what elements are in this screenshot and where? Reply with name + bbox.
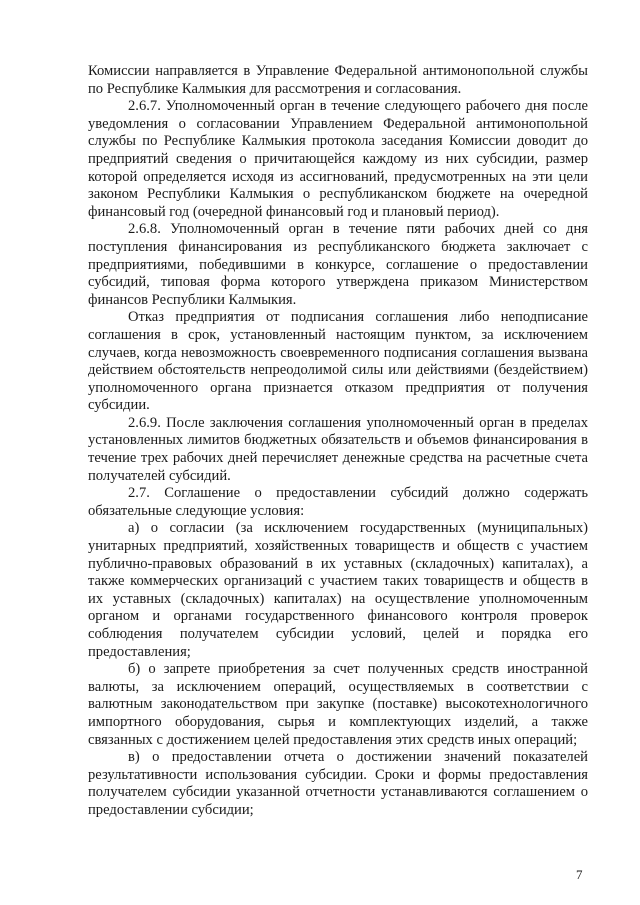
paragraph: Комиссии направляется в Управление Федеральной антимонопольной службы по Республике Калмыкия для рассмотрения и согласования.	[88, 63, 588, 97]
paragraph: 2.6.9. После заключения соглашения уполномоченный орган в пределах установленных лимитов бюджетных обязательств и объемов финансирования в течение трех рабочих дней перечисляет денежные средства на расчетные счета получателей субсидий.	[88, 414, 588, 484]
paragraph: 2.6.8. Уполномоченный орган в течение пяти рабочих дней со дня поступления финансирования из республиканского бюджета заключает с предприятиями, победившими в конкурсе, соглашение о предоставлении субсидий, типовая форма которого утверждена приказом Министерством финансов Республики Калмыкия.	[88, 221, 588, 308]
paragraph: Отказ предприятия от подписания соглашения либо неподписание соглашения в срок, установленный настоящим пунктом, за исключением случаев, когда невозможность своевременного подписания соглашения вызвана действием обстоятельств непреодолимой силы или действиями (бездействием) уполномоченного органа признается отказом предприятия от получения субсидии.	[88, 309, 588, 414]
paragraph: в) о предоставлении отчета о достижении значений показателей результативности использования субсидии. Сроки и формы предоставления получателем субсидии указанной отчетности устанавливаются соглашением о предоставлении субсидии;	[88, 749, 588, 818]
paragraph: б) о запрете приобретения за счет полученных средств иностранной валюты, за исключением операций, осуществляемых в соответствии с валютным законодательством при закупке (поставке) высокотехнологичного импортного оборудования, сырья и комплектующих изделий, а также связанных с достижением целей предоставления этих средств иных операций;	[88, 661, 588, 748]
paragraph: 2.7. Соглашение о предоставлении субсидий должно содержать обязательные следующие условия:	[88, 485, 588, 519]
paragraph: а) о согласии (за исключением государственных (муниципальных) унитарных предприятий, хозяйственных товариществ и обществ с участием публично-правовых образований в их уставных (складочных) капиталах), а также коммерческих организаций с участием таких товариществ и обществ в их уставных (складочных) капиталах) на осуществление уполномоченным органом и органами государственного финансового контроля проверок соблюдения получателем субсидии условий, целей и порядка его предоставления;	[88, 520, 588, 660]
page-number: 7	[576, 867, 583, 882]
paragraph: 2.6.7. Уполномоченный орган в течение следующего рабочего дня после уведомления о согласовании Управлением Федеральной антимонопольной службы по Республике Калмыкия протокола заседания Комиссии доводит до предприятий сведения о причитающейся каждому из них субсидии, размер которой определяется исходя из ассигнований, предусмотренных на эти цели законом Республики Калмыкия о республиканском бюджете на очередной финансовый год (очередной финансовый год и плановый период).	[88, 98, 588, 220]
document-body	[88, 63, 588, 820]
